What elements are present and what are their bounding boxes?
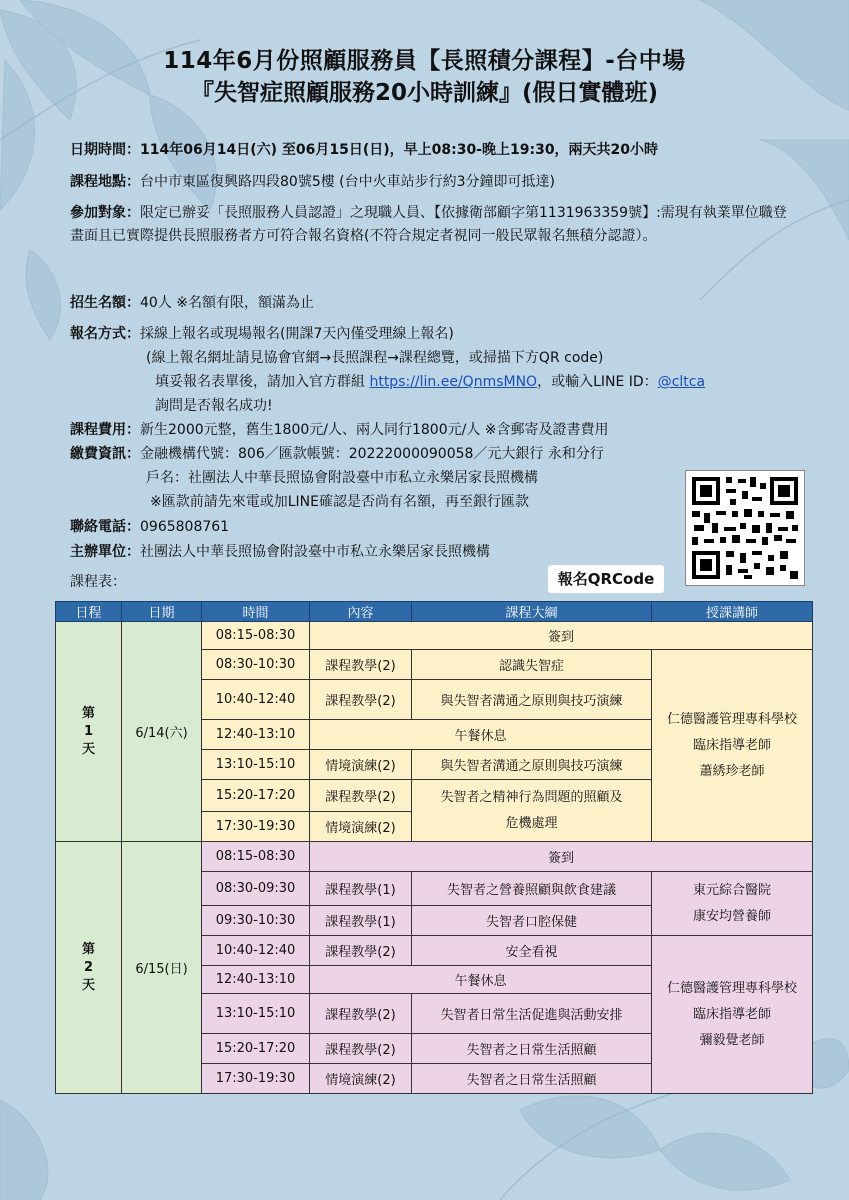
fee-value: 新生2000元整，舊生1800元/人、兩人同行1800元/人 ※含郵寄及證書費用 bbox=[140, 422, 609, 438]
phone-label: 聯絡電話： bbox=[70, 519, 140, 535]
day-1-teacher bbox=[652, 650, 813, 842]
register-line-1: 採線上報名或現場報名(開課7天內僅受理線上報名) bbox=[140, 326, 454, 342]
time-cell: 15:20-17:20 bbox=[202, 1034, 310, 1064]
audience-value: 限定已辦妥「長照服務人員認證」之現職人員、【依據衛部顧字第1131963359號】:需現有執業單位職登畫面且已實際提供長照服務者方可符合報名資格(不符合規定者視同一般民眾報名無積分認證）。 bbox=[70, 205, 787, 244]
register-line-4: 詢問是否報名成功! bbox=[155, 398, 273, 414]
day-2-date: 6/15(日) bbox=[122, 842, 202, 1094]
lunch-cell: 午餐休息 bbox=[310, 966, 652, 994]
day-2-char-2: 2 bbox=[83, 959, 94, 975]
qr-code-icon bbox=[686, 471, 804, 585]
day-2-teacher-2 bbox=[652, 936, 813, 1094]
header-day: 日程 bbox=[56, 602, 122, 622]
header-content: 內容 bbox=[310, 602, 412, 622]
header-outline: 課程大綱 bbox=[412, 602, 652, 622]
day-1-char-1: 第 bbox=[81, 705, 95, 721]
content-cell: 課程教學(2) bbox=[310, 650, 412, 680]
outline-cell: 認識失智症 bbox=[412, 650, 652, 680]
register-line-3 bbox=[155, 372, 705, 392]
schedule-label: 課程表： bbox=[70, 574, 126, 590]
fee-row bbox=[70, 420, 609, 440]
content-cell: 課程教學(2) bbox=[310, 936, 412, 966]
pay-line-3: ※匯款前請先來電或加LINE確認是否尚有名額，再至銀行匯款 bbox=[150, 494, 529, 510]
header-time: 時間 bbox=[202, 602, 310, 622]
table-header-row bbox=[56, 602, 813, 622]
content-cell: 課程教學(1) bbox=[310, 872, 412, 906]
organizer-value: 社團法人中華長照協會附設臺中市私立永樂居家長照機構 bbox=[140, 544, 490, 560]
time-cell: 08:15-08:30 bbox=[202, 842, 310, 872]
outline-cell: 失智者口腔保健 bbox=[412, 906, 652, 936]
signin-cell: 簽到 bbox=[310, 622, 813, 650]
teacher-line: 彌毅覺老師 bbox=[699, 1032, 765, 1048]
phone-value: 0965808761 bbox=[140, 519, 230, 535]
register-row bbox=[70, 324, 454, 344]
title-line-2: 『失智症照顧服務20小時訓練』(假日實體班) bbox=[190, 80, 659, 106]
day-2-char-3: 天 bbox=[81, 977, 95, 993]
date-label: 日期時間： bbox=[70, 142, 140, 158]
title-line-1: 114年6月份照顧服務員【長照積分課程】-台中場 bbox=[163, 48, 686, 74]
time-cell: 08:30-09:30 bbox=[202, 872, 310, 906]
organizer-label: 主辦單位： bbox=[70, 544, 140, 560]
register-label: 報名方式： bbox=[70, 326, 140, 342]
pay-label: 繳費資訊： bbox=[70, 446, 140, 462]
quota-value: 40人 ※名額有限，額滿為止 bbox=[140, 295, 314, 311]
time-cell: 12:40-13:10 bbox=[202, 966, 310, 994]
qr-label: 報名QRCode bbox=[548, 565, 664, 593]
outline-cell: 失智者之日常生活照顧 bbox=[412, 1034, 652, 1064]
outline-line: 失智者之精神行為問題的照顧及 bbox=[440, 789, 623, 805]
time-cell: 12:40-13:10 bbox=[202, 720, 310, 750]
day-2-teacher-1 bbox=[652, 872, 813, 936]
day-1-cell bbox=[56, 622, 122, 842]
time-cell: 15:20-17:20 bbox=[202, 780, 310, 812]
time-cell: 09:30-10:30 bbox=[202, 906, 310, 936]
line-group-link[interactable]: https://lin.ee/QnmsMNO bbox=[369, 374, 538, 390]
content-cell: 課程教學(2) bbox=[310, 680, 412, 720]
time-cell: 17:30-19:30 bbox=[202, 1064, 310, 1094]
content-cell: 情境演練(2) bbox=[310, 1064, 412, 1094]
outline-cell: 與失智者溝通之原則與技巧演練 bbox=[412, 750, 652, 780]
audience-label: 參加對象： bbox=[70, 205, 140, 221]
time-cell: 08:30-10:30 bbox=[202, 650, 310, 680]
organizer-row bbox=[70, 542, 490, 562]
teacher-line: 仁德醫護管理專科學校 bbox=[666, 980, 797, 996]
outline-cell: 與失智者溝通之原則與技巧演練 bbox=[412, 680, 652, 720]
time-cell: 13:10-15:10 bbox=[202, 994, 310, 1034]
time-cell: 08:15-08:30 bbox=[202, 622, 310, 650]
day-1-char-2: 1 bbox=[83, 723, 94, 739]
location-label: 課程地點： bbox=[70, 174, 140, 190]
time-cell: 17:30-19:30 bbox=[202, 812, 310, 842]
quota-label: 招生名額： bbox=[70, 295, 140, 311]
quota-row bbox=[70, 293, 314, 313]
day-2-cell bbox=[56, 842, 122, 1094]
outline-cell bbox=[412, 780, 652, 842]
location-row bbox=[70, 172, 555, 192]
content-cell: 情境演練(2) bbox=[310, 750, 412, 780]
date-value: 114年06月14日(六) 至06月15日(日)，早上08:30-晚上19:30，兩天共20小時 bbox=[140, 142, 659, 158]
teacher-line: 臨床指導老師 bbox=[692, 737, 771, 753]
fee-label: 課程費用： bbox=[70, 422, 140, 438]
teacher-line: 臨床指導老師 bbox=[692, 1006, 771, 1022]
day-1-date: 6/14(六) bbox=[122, 622, 202, 842]
phone-row bbox=[70, 517, 229, 537]
teacher-line: 蕭綉珍老師 bbox=[699, 763, 765, 779]
audience-row bbox=[70, 202, 790, 248]
outline-cell: 安全看視 bbox=[412, 936, 652, 966]
content-cell: 情境演練(2) bbox=[310, 812, 412, 842]
teacher-line: 康安均營養師 bbox=[692, 908, 771, 924]
pay-line-2: 戶名：社團法人中華長照協會附設臺中市私立永樂居家長照機構 bbox=[146, 470, 538, 486]
register-line-2: (線上報名網址請見協會官網→長照課程→課程總覽，或掃描下方QR code) bbox=[146, 350, 604, 366]
register-line-3-mid: ，或輸入LINE ID： bbox=[537, 374, 658, 390]
content-cell: 課程教學(2) bbox=[310, 780, 412, 812]
pay-row bbox=[70, 444, 604, 464]
outline-cell: 失智者之營養照顧與飲食建議 bbox=[412, 872, 652, 906]
register-line-3-pre: 填妥報名表單後，請加入官方群組 bbox=[155, 374, 370, 390]
outline-cell: 失智者日常生活促進與活動安排 bbox=[412, 994, 652, 1034]
day-2-char-1: 第 bbox=[81, 941, 95, 957]
teacher-line: 仁德醫護管理專科學校 bbox=[666, 711, 797, 727]
time-cell: 10:40-12:40 bbox=[202, 936, 310, 966]
teacher-line: 東元綜合醫院 bbox=[692, 882, 771, 898]
content-cell: 課程教學(2) bbox=[310, 1034, 412, 1064]
table-row bbox=[56, 842, 813, 872]
content-cell: 課程教學(1) bbox=[310, 906, 412, 936]
lunch-cell: 午餐休息 bbox=[310, 720, 652, 750]
date-row bbox=[70, 140, 658, 160]
outline-cell: 失智者之日常生活照顧 bbox=[412, 1064, 652, 1094]
header-teacher: 授課講師 bbox=[652, 602, 813, 622]
day-1-char-3: 天 bbox=[81, 741, 95, 757]
content-cell: 課程教學(2) bbox=[310, 994, 412, 1034]
table-row bbox=[56, 622, 813, 650]
location-value: 台中市東區復興路四段80號5樓 (台中火車站步行約3分鐘即可抵達) bbox=[140, 174, 556, 190]
pay-line-1: 金融機構代號：806／匯款帳號：20222000090058／元大銀行 永和分行 bbox=[140, 446, 604, 462]
schedule-table bbox=[55, 601, 813, 1094]
header-date: 日期 bbox=[122, 602, 202, 622]
time-cell: 13:10-15:10 bbox=[202, 750, 310, 780]
line-id-link[interactable]: @cltca bbox=[657, 374, 706, 390]
qr-code[interactable] bbox=[685, 470, 805, 586]
signin-cell: 簽到 bbox=[310, 842, 813, 872]
outline-line: 危機處理 bbox=[505, 815, 558, 831]
time-cell: 10:40-12:40 bbox=[202, 680, 310, 720]
